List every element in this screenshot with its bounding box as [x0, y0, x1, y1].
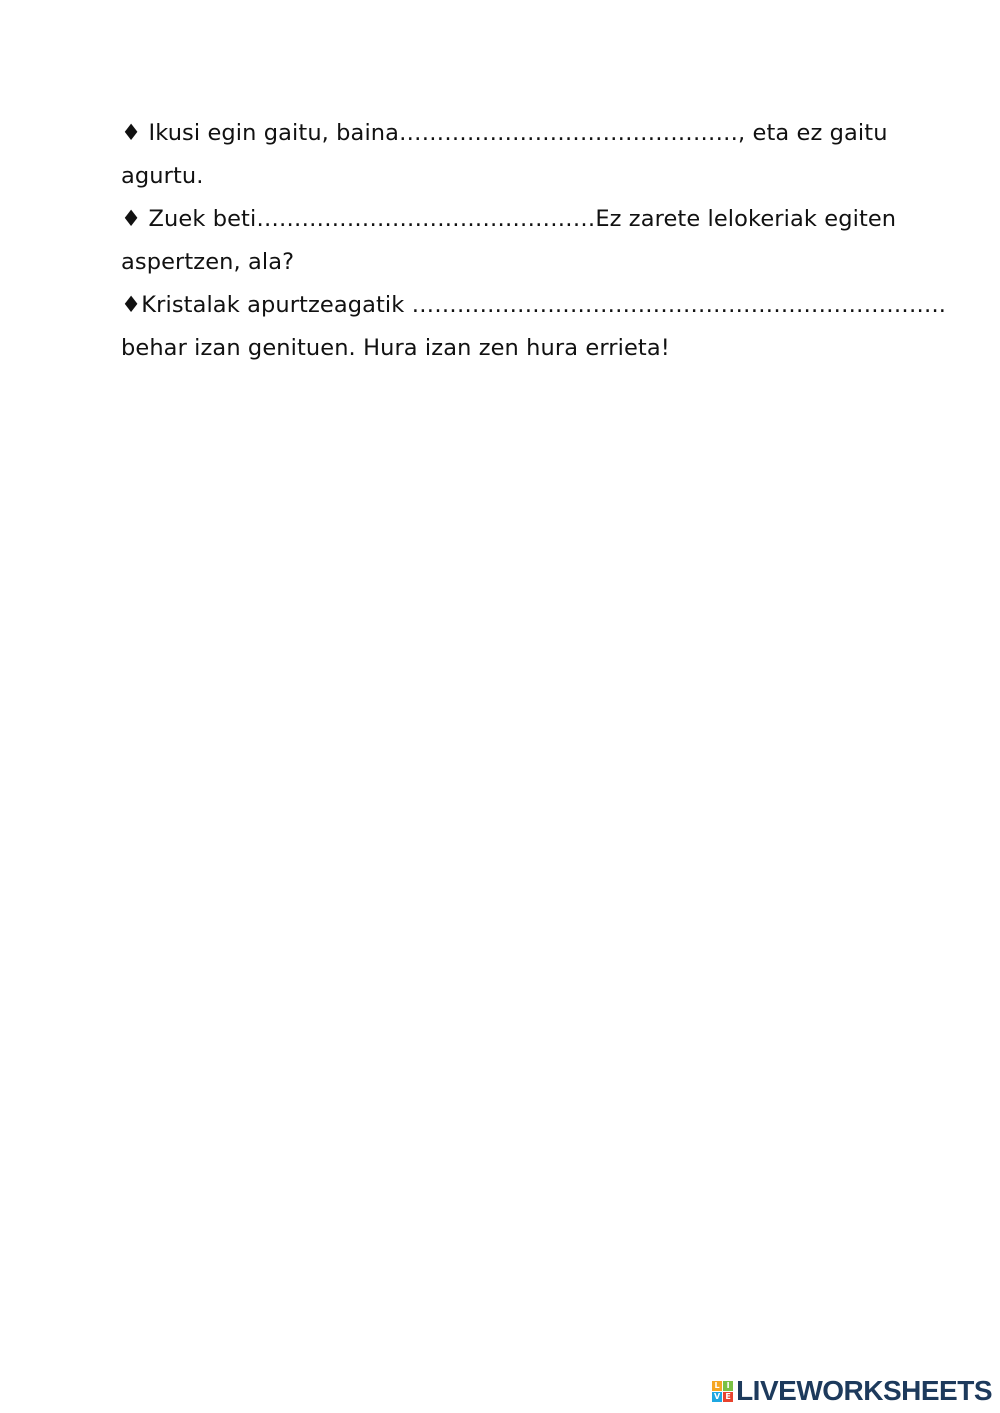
sentence-1-line-2: agurtu.: [121, 163, 204, 189]
worksheet-body: [121, 112, 946, 370]
logo-text: LIVEWORKSHEETS: [736, 1375, 992, 1406]
sentence-3-line-1: ♦Kristalak apurtzeagatik ……………………………………………………………..: [121, 292, 946, 318]
logo-mark-i: I: [723, 1381, 733, 1391]
logo-mark-icon: [712, 1381, 733, 1402]
logo-mark-l: L: [712, 1381, 722, 1391]
liveworksheets-logo: [712, 1375, 992, 1407]
sentence-1-line-1: ♦ Ikusi egin gaitu, baina………………………………………, eta ez gaitu: [121, 120, 888, 146]
sentence-3-line-2: behar izan genituen. Hura izan zen hura errieta!: [121, 335, 670, 361]
sentence-2-line-1: ♦ Zuek beti………………………………………Ez zarete lelokeriak egiten: [121, 206, 897, 232]
logo-mark-v: V: [713, 1391, 721, 1401]
sentence-2-line-2: aspertzen, ala?: [121, 249, 295, 275]
logo-mark-e: E: [723, 1392, 733, 1402]
